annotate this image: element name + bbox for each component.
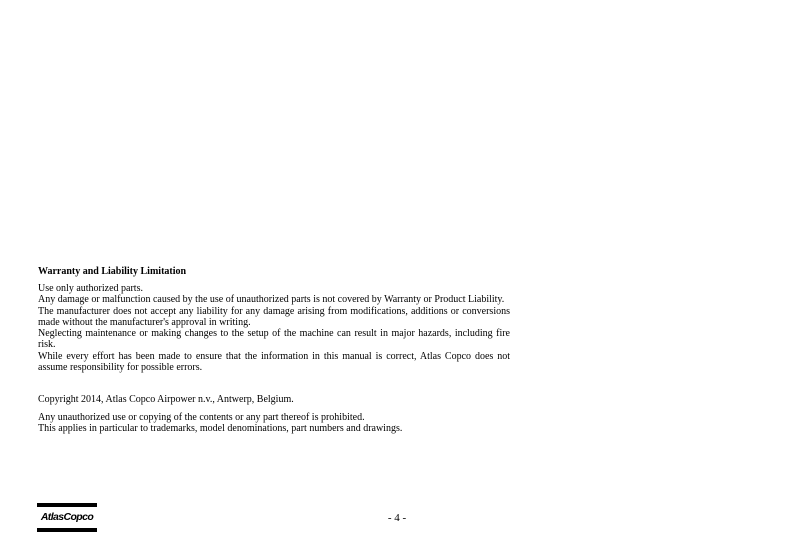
warranty-paragraph-authorized-parts: Use only authorized parts.: [38, 283, 143, 294]
warranty-paragraph-damage: Any damage or malfunction caused by the use of unauthorized parts is not covered by Warranty or Product Liability.: [38, 294, 505, 306]
document-body: [38, 266, 510, 434]
page-number: - 4 -: [387, 512, 407, 524]
copyright-notice: Copyright 2014, Atlas Copco Airpower n.v., Antwerp, Belgium.: [38, 394, 294, 406]
warranty-paragraph-errors: While every effort has been made to ensure that the information in this manual is correct, Atlas Copco does not assume responsibility for possible errors.: [38, 350, 510, 374]
section-spacer: [38, 373, 510, 394]
logo-top-bar: [37, 503, 97, 507]
atlas-copco-logo: [37, 503, 97, 532]
logo-bottom-bar: [37, 528, 97, 532]
copyright-paragraph-prohibited: Any unauthorized use or copying of the contents or any part thereof is prohibited.: [38, 411, 365, 423]
warranty-heading: Warranty and Liability Limitation: [38, 266, 187, 277]
copyright-paragraph-trademarks: This applies in particular to trademarks, model denominations, part numbers and drawings.: [38, 422, 403, 434]
warranty-paragraph-liability: The manufacturer does not accept any liability for any damage arising from modifications, additions or conversions made without the manufacturer's approval in writing.: [38, 305, 510, 328]
logo-wordmark: AtlasCopco: [40, 511, 94, 523]
warranty-paragraph-maintenance: Neglecting maintenance or making changes to the setup of the machine can result in major hazards, including fire risk.: [38, 328, 510, 351]
